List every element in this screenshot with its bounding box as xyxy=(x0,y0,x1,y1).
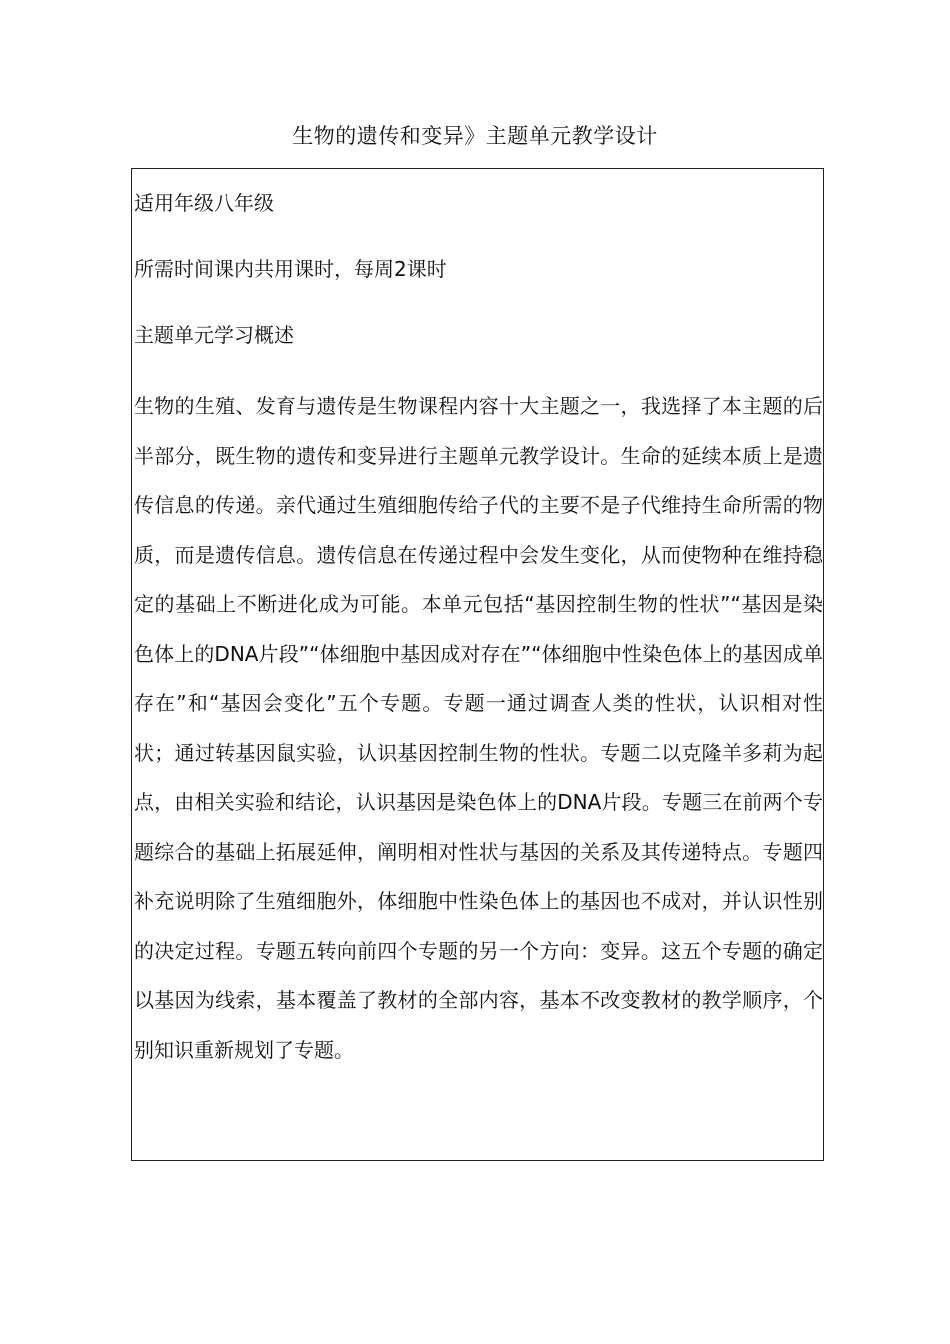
overview-paragraph: 生物的生殖、发育与遗传是生物课程内容十大主题之一，我选择了本主题的后半部分，既生物的遗传和变异进行主题单元教学设计。生命的延续本质上是遗传信息的传递。亲代通过生殖细胞传给子代的主要不是子代维持生命所需的物质，而是遗传信息。遗传信息在传递过程中会发生变化，从而使物种在维持稳定的基础上不断进化成为可能。本单元包括“基因控制生物的性状”“基因是染色体上的DNA片段”“体细胞中基因成对存在”“体细胞中性染色体上的基因成单存在”和“基因会变化”五个专题。专题一通过调查人类的性状，认识相对性状；通过转基因鼠实验，认识基因控制生物的性状。专题二以克隆羊多莉为起点，由相关实验和结论，认识基因是染色体上的DNA片段。专题三在前两个专题综合的基础上拓展延伸，阐明相对性状与基因的关系及其传递特点。专题四补充说明除了生殖细胞外，体细胞中性染色体上的基因也不成对，并认识性别的决定过程。专题五转向前四个专题的另一个方向：变异。这五个专题的确定以基因为线索，基本覆盖了教材的全部内容，基本不改变教材的教学顺序，个别知识重新规划了专题。 xyxy=(134,394,823,1062)
content-box xyxy=(131,168,824,1161)
document-title: 生物的遗传和变异》主题单元教学设计 xyxy=(292,124,658,148)
grade-line: 适用年级八年级 xyxy=(134,191,274,215)
overview-heading: 主题单元学习概述 xyxy=(134,323,294,347)
time-line: 所需时间课内共用课时，每周2课时 xyxy=(134,257,447,281)
